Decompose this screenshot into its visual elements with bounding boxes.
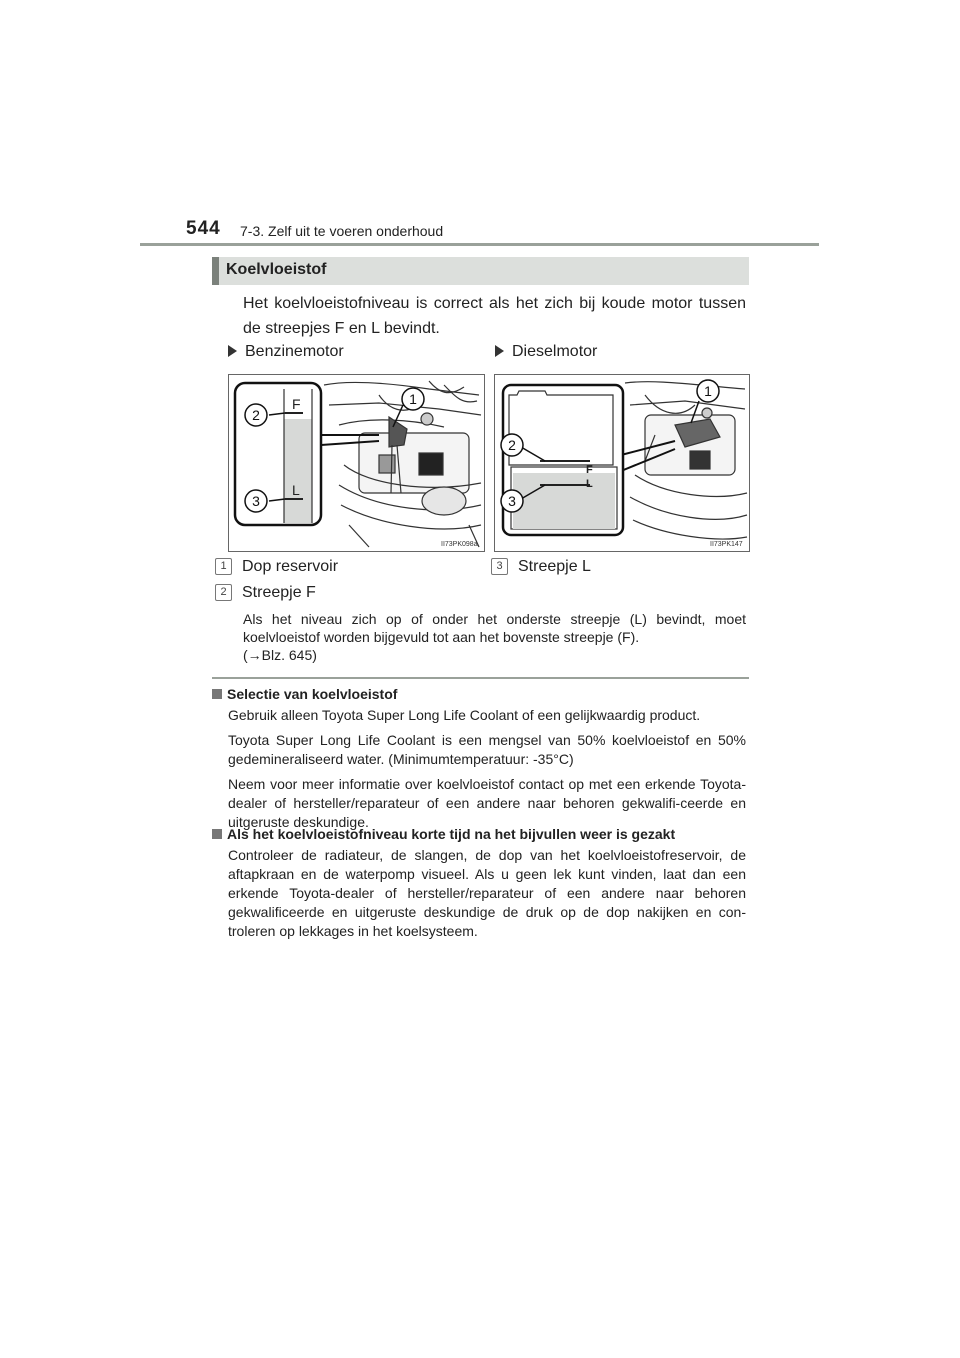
callout-1: 1 [704,383,712,399]
figure-diesel-engine [494,374,750,552]
engine-illustration-diesel [495,375,749,551]
figure-label-diesel [495,343,597,361]
paragraph: Neem voor meer informatie over koelvloeistof contact op met een erkende Toyota-dealer of hersteller/reparateur of een andere naar behoren gekwalifi-ceerde en uitgeruste deskundige. [228,776,746,830]
section-title: Koelvloeistof [226,261,327,278]
note-text: Als het niveau zich op of onder het onderste streepje (L) bevindt, moet koelvloeistof worden bijgevuld tot aan het bovenste streepje (F). [243,611,746,645]
page-reference: (→Blz. 645) [243,647,317,663]
figure-code: II73PK098a [441,541,478,548]
page-number: 544 [186,218,221,239]
item-heading-text: Als het koelvloeistofniveau korte tijd na het bijvullen weer is gezakt [227,826,676,842]
section-divider [212,677,749,679]
mark-l: L [292,482,300,498]
paragraph: Controleer de radiateur, de slangen, de dop van het koelvloeistofreservoir, de aftapkraan en de waterpomp visueel. Als u geen lek kunt vinden, laat dan een erkende Toyota-dealer of hersteller/reparateur of een andere naar behoren gekwalificeerde en uitgeruste deskundige de druk op de dop nakijken en con-troleren op lekkages in het koelsysteem. [228,847,746,939]
refill-note [243,610,746,664]
callout-3: 3 [508,493,516,509]
figure-label-text: Dieselmotor [512,343,598,360]
triangle-bullet-icon [495,345,504,357]
item-heading-coolant-selection [212,686,397,702]
legend-text: Dop reservoir [242,558,339,575]
paragraph: Toyota Super Long Life Coolant is een mengsel van 50% koelvloeistof en 50% gedemineraliseerd water. (Minimumtemperatuur: -35°C) [228,732,746,767]
legend-item-3 [491,558,591,576]
callout-3: 3 [252,493,260,509]
engine-illustration-gasoline [229,375,484,551]
triangle-bullet-icon [228,345,237,357]
figure-gasoline-engine [228,374,485,552]
callout-2: 2 [508,437,516,453]
mark-f: F [292,396,301,412]
callout-1: 1 [409,391,417,407]
item-heading-level-dropped [212,826,675,842]
figure-label-gasoline [228,343,344,361]
legend-number: 1 [215,558,232,575]
legend-text: Streepje F [242,584,316,601]
square-bullet-icon [212,689,222,699]
section-accent [212,257,219,285]
legend-number: 3 [491,558,508,575]
mark-f: F [586,464,593,476]
section-title-bar [212,257,749,285]
figure-code: II73PK147 [710,541,743,548]
square-bullet-icon [212,829,222,839]
callout-2: 2 [252,407,260,423]
running-header: 7-3. Zelf uit te voeren onderhoud [240,223,444,239]
intro-text: Het koelvloeistofniveau is correct als het zich bij koude motor tussen de streepjes F en L bevindt. [243,295,746,337]
paragraph: Gebruik alleen Toyota Super Long Life Coolant of een gelijkwaardig product. [228,707,701,723]
header-rule [140,243,819,246]
legend-text: Streepje L [518,558,591,575]
legend-item-2 [215,584,316,602]
legend-number: 2 [215,584,232,601]
legend-item-1 [215,558,338,576]
item-heading-text: Selectie van koelvloeistof [227,686,398,702]
figure-label-text: Benzinemotor [245,343,344,360]
mark-l: L [586,478,593,490]
